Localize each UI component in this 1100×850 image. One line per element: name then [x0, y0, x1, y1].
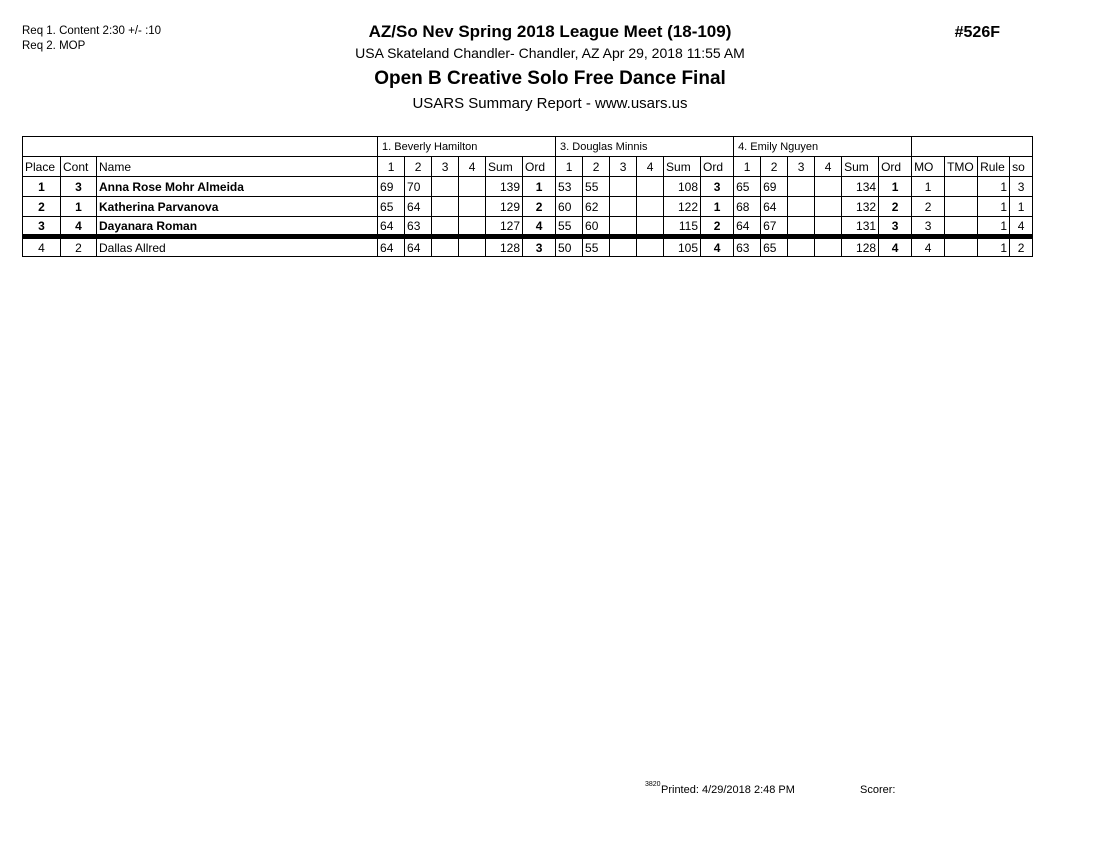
col-header-place: Place: [23, 157, 61, 177]
score-cell: [788, 217, 815, 237]
col-header-trial-3: 3: [610, 157, 637, 177]
score-cell: 60: [556, 197, 583, 217]
col-header-name: Name: [97, 157, 378, 177]
mo-cell: 2: [912, 197, 945, 217]
sum-cell: 139: [486, 177, 523, 197]
ordinal-cell: 2: [701, 217, 734, 237]
score-cell: [432, 237, 459, 257]
title-block: [0, 22, 1100, 112]
score-cell: [637, 237, 664, 257]
score-cell: 55: [583, 237, 610, 257]
score-cell: 53: [556, 177, 583, 197]
sum-cell: 128: [842, 237, 879, 257]
score-cell: 64: [378, 217, 405, 237]
score-cell: [788, 237, 815, 257]
col-header-trial-1: 1: [734, 157, 761, 177]
score-cell: [815, 197, 842, 217]
score-cell: 69: [761, 177, 788, 197]
contestant-number-cell: 2: [61, 237, 97, 257]
score-cell: 64: [761, 197, 788, 217]
skater-name-cell: Katherina Parvanova: [97, 197, 378, 217]
tmo-cell: [945, 197, 978, 217]
score-cell: 65: [734, 177, 761, 197]
score-cell: 63: [734, 237, 761, 257]
col-header-sum: Sum: [842, 157, 879, 177]
score-cell: 69: [378, 177, 405, 197]
judge-1-name: 1. Beverly Hamilton: [378, 137, 556, 157]
score-cell: 68: [734, 197, 761, 217]
score-cell: [637, 177, 664, 197]
judge-header-row: [23, 137, 1033, 157]
event-title: Open B Creative Solo Free Dance Final: [374, 68, 726, 89]
score-cell: [610, 217, 637, 237]
contestant-number-cell: 3: [61, 177, 97, 197]
ordinal-cell: 3: [523, 237, 556, 257]
score-cell: 70: [405, 177, 432, 197]
results-table: [22, 136, 1033, 257]
score-cell: [432, 177, 459, 197]
col-header-trial-4: 4: [815, 157, 842, 177]
score-cell: [432, 197, 459, 217]
col-header-trial-3: 3: [788, 157, 815, 177]
score-cell: [610, 197, 637, 217]
score-cell: [459, 237, 486, 257]
score-cell: [788, 197, 815, 217]
place-cell: 3: [23, 217, 61, 237]
col-header-ord: Ord: [523, 157, 556, 177]
sum-cell: 105: [664, 237, 701, 257]
judge-header-spacer-left: [23, 137, 378, 157]
sum-cell: 128: [486, 237, 523, 257]
col-header-rule: Rule: [978, 157, 1010, 177]
score-cell: 65: [761, 237, 788, 257]
contestant-number-cell: 1: [61, 197, 97, 217]
col-header-sum: Sum: [486, 157, 523, 177]
place-cell: 4: [23, 237, 61, 257]
req-2-text: Req 2. MOP: [22, 40, 86, 52]
rule-cell: 1: [978, 237, 1010, 257]
so-cell: 2: [1010, 237, 1033, 257]
score-cell: 67: [761, 217, 788, 237]
score-cell: 62: [583, 197, 610, 217]
skater-name-cell: Dallas Allred: [97, 237, 378, 257]
ordinal-cell: 4: [701, 237, 734, 257]
score-cell: 60: [583, 217, 610, 237]
so-cell: 1: [1010, 197, 1033, 217]
col-header-so: so: [1010, 157, 1033, 177]
score-cell: [610, 237, 637, 257]
score-cell: 64: [405, 197, 432, 217]
col-header-trial-4: 4: [637, 157, 664, 177]
col-header-trial-2: 2: [583, 157, 610, 177]
ordinal-cell: 1: [879, 177, 912, 197]
col-header-ord: Ord: [701, 157, 734, 177]
ordinal-cell: 4: [523, 217, 556, 237]
place-cell: 2: [23, 197, 61, 217]
score-cell: [637, 217, 664, 237]
col-header-trial-3: 3: [432, 157, 459, 177]
ordinal-cell: 2: [523, 197, 556, 217]
sum-cell: 115: [664, 217, 701, 237]
venue-date-line: USA Skateland Chandler- Chandler, AZ Apr 29, 2018 11:55 AM: [355, 45, 745, 61]
table-row: [23, 177, 1033, 197]
col-header-cont: Cont: [61, 157, 97, 177]
meet-title: AZ/So Nev Spring 2018 League Meet (18-109): [368, 22, 732, 41]
sum-cell: 131: [842, 217, 879, 237]
col-header-trial-4: 4: [459, 157, 486, 177]
req-1-text: Req 1. Content 2:30 +/- :10: [22, 25, 162, 37]
rule-cell: 1: [978, 217, 1010, 237]
contestant-number-cell: 4: [61, 217, 97, 237]
so-cell: 3: [1010, 177, 1033, 197]
rule-cell: 1: [978, 177, 1010, 197]
score-cell: 64: [378, 237, 405, 257]
score-cell: 63: [405, 217, 432, 237]
col-header-ord: Ord: [879, 157, 912, 177]
skater-name-cell: Anna Rose Mohr Almeida: [97, 177, 378, 197]
mo-cell: 3: [912, 217, 945, 237]
judge-3-name: 4. Emily Nguyen: [734, 137, 912, 157]
col-header-tmo: TMO: [945, 157, 978, 177]
table-row: [23, 237, 1033, 257]
score-cell: [459, 217, 486, 237]
sum-cell: 108: [664, 177, 701, 197]
score-cell: 65: [378, 197, 405, 217]
col-header-trial-2: 2: [405, 157, 432, 177]
col-header-trial-1: 1: [378, 157, 405, 177]
tmo-cell: [945, 217, 978, 237]
score-cell: 64: [734, 217, 761, 237]
report-type-line: USARS Summary Report - www.usars.us: [412, 95, 688, 112]
ordinal-cell: 1: [701, 197, 734, 217]
score-cell: 64: [405, 237, 432, 257]
ordinal-cell: 2: [879, 197, 912, 217]
score-cell: [815, 237, 842, 257]
score-cell: 55: [583, 177, 610, 197]
printed-timestamp: Printed: 4/29/2018 2:48 PM: [661, 784, 795, 796]
tmo-cell: [945, 177, 978, 197]
score-cell: [459, 197, 486, 217]
score-cell: [610, 177, 637, 197]
sum-cell: 127: [486, 217, 523, 237]
score-cell: 55: [556, 217, 583, 237]
column-header-row: [23, 157, 1033, 177]
mo-cell: 1: [912, 177, 945, 197]
rule-cell: 1: [978, 197, 1010, 217]
place-cell: 1: [23, 177, 61, 197]
ordinal-cell: 1: [523, 177, 556, 197]
col-header-mo: MO: [912, 157, 945, 177]
col-header-trial-1: 1: [556, 157, 583, 177]
score-cell: [432, 217, 459, 237]
sum-cell: 134: [842, 177, 879, 197]
scorer-label: Scorer:: [860, 784, 896, 796]
sum-cell: 132: [842, 197, 879, 217]
score-cell: 50: [556, 237, 583, 257]
page-footer: [0, 780, 1100, 800]
table-row: [23, 217, 1033, 237]
score-cell: [459, 177, 486, 197]
judge-2-name: 3. Douglas Minnis: [556, 137, 734, 157]
mo-cell: 4: [912, 237, 945, 257]
sum-cell: 122: [664, 197, 701, 217]
ordinal-cell: 3: [879, 217, 912, 237]
score-cell: [637, 197, 664, 217]
sum-cell: 129: [486, 197, 523, 217]
score-cell: [815, 217, 842, 237]
col-header-trial-2: 2: [761, 157, 788, 177]
table-row: [23, 197, 1033, 217]
skater-name-cell: Dayanara Roman: [97, 217, 378, 237]
ordinal-cell: 3: [701, 177, 734, 197]
so-cell: 4: [1010, 217, 1033, 237]
col-header-sum: Sum: [664, 157, 701, 177]
print-code: 3820: [645, 781, 661, 788]
score-cell: [815, 177, 842, 197]
event-number: #526F: [954, 24, 1000, 41]
score-cell: [788, 177, 815, 197]
tmo-cell: [945, 237, 978, 257]
judge-header-spacer-right: [912, 137, 1033, 157]
ordinal-cell: 4: [879, 237, 912, 257]
